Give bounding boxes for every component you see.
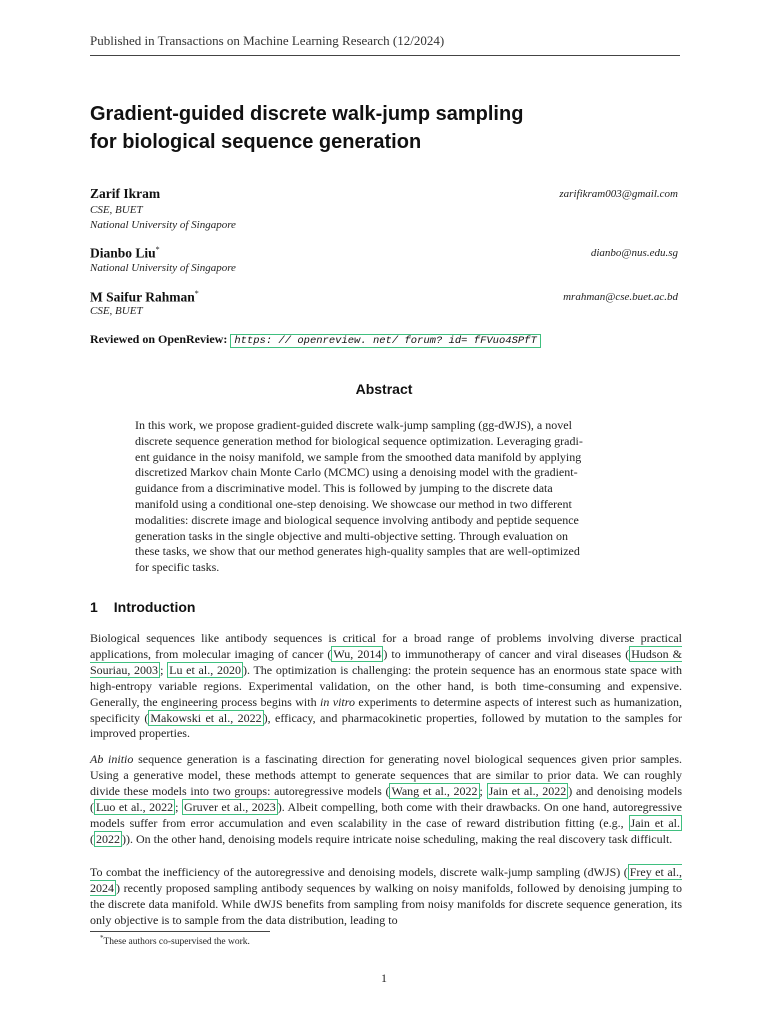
citation-link[interactable]: Hudson & Souriau, 2003 xyxy=(90,646,683,677)
citation-link[interactable]: Jain et al., 2022 xyxy=(488,783,567,798)
journal-header: Published in Transactions on Machine Learning Research (12/2024) xyxy=(90,33,445,48)
footnote-rule xyxy=(90,931,270,932)
citation-link[interactable]: Wang et al., 2022 xyxy=(391,783,478,798)
citation-link[interactable]: Gruver et al., 2023 xyxy=(183,799,276,814)
header-rule xyxy=(90,55,680,56)
citation-link[interactable]: 2022 xyxy=(96,831,120,846)
paper-title xyxy=(90,100,690,156)
section-number: 1 xyxy=(90,599,98,615)
title-line-2: for biological sequence generation xyxy=(90,131,422,153)
author-affiliation: CSE, BUET xyxy=(90,305,143,317)
citation-link[interactable]: Lu et al., 2020 xyxy=(169,662,241,677)
section-heading xyxy=(90,599,195,615)
citation-link[interactable]: Frey et al., 2024 xyxy=(90,865,682,895)
review-line xyxy=(90,332,541,347)
abstract-heading: Abstract xyxy=(355,381,413,397)
citation-link[interactable]: Luo et al., 2022 xyxy=(96,799,174,814)
author-affiliation: National University of Singapore xyxy=(90,262,236,274)
section-title: Introduction xyxy=(113,599,196,615)
author-name: Zarif Ikram xyxy=(90,186,161,201)
author-email[interactable]: dianbo@nus.edu.sg xyxy=(590,247,678,259)
paragraph: Ab initio sequence generation is a fascinating direction for generating novel biological sequences given prior samples. Using a generative model, these methods attempt to generate sequences that are similar to prior data. We can roughly divide these models into two groups: autoregressive models ( Wang et al., 2022 ; Jain et al., 2022 ) and denoising models ( Luo et al., 2022 ; Gruver et al., 2023 ). Albeit compelling, both come with their drawbacks. On one hand, autoregressive models suffer from error accumulation and even scalability in the case of reward distribution fitting (e.g., Jain et al. ( 2022 )). On the other hand, denoising models require intricate noise scheduling, making the real discovery task difficult. xyxy=(90,752,682,846)
author-mark: * xyxy=(194,289,199,298)
author-affiliation: CSE, BUET xyxy=(90,204,143,216)
author-affiliation: National University of Singapore xyxy=(90,219,236,231)
openreview-link[interactable]: https: // openreview. net/ forum? id= fFVuo4SPfT xyxy=(230,334,540,348)
title-line-1: Gradient-guided discrete walk-jump sampling xyxy=(90,103,524,125)
author-name: M Saifur Rahman* xyxy=(90,289,199,305)
review-label: Reviewed on OpenReview: xyxy=(90,332,228,346)
citation-link[interactable]: Wu, 2014 xyxy=(333,646,382,661)
abstract-body: In this work, we propose gradient-guided discrete walk-jump sampling (gg-dWJS), a novel discrete sequence generation method for biological sequence optimization. Leveraging gradi- ent guidance in the noisy manifold, we sample from the smoothed data manifold by applying discretized Markov chain Monte Carlo (MCMC) using a denoising model with the gradient- guidance from a discriminative model. This is followed by jumping to the discrete data manifold using a conditional one-step denoising. We showcase our method in two different modalities: discrete image and biological sequence involving antibody and peptide sequence generation tasks in the single objective and multi-objective setting. Through evaluation on these tasks, we show that our method generates high-quality samples that are well-optimized for specific tasks. xyxy=(135,418,583,575)
author-mark: * xyxy=(155,245,160,254)
paragraph: To combat the inefficiency of the autoregressive and denoising models, discrete walk-jump sampling (dWJS) ( Frey et al., 2024 ) recently proposed sampling antibody sequences by walking on noisy manifolds, followed by denoising jumping to the discrete data manifold. While dWJS benefits from sampling from noisy manifolds for discrete sequence generation, its only objective is to sample from the data distribution, leading to xyxy=(90,865,682,927)
footnote: *These authors co-supervised the work. xyxy=(100,934,250,948)
citation-link[interactable]: Jain et al. xyxy=(630,815,681,830)
page-number: 1 xyxy=(381,971,387,985)
author-name: Dianbo Liu* xyxy=(90,245,160,261)
author-email[interactable]: mrahman@cse.buet.ac.bd xyxy=(563,291,678,303)
footnote-mark: * xyxy=(100,934,104,942)
paragraph: Biological sequences like antibody sequences is critical for a broad range of problems involving diverse practical applications, from molecular imaging of cancer ( Wu, 2014 ) to immunotherapy of cancer and viral diseases ( Hudson & Souriau, 2003 ; Lu et al., 2020 ). The optimization is challenging: the protein sequence has an enormous state space with high-entropy variable regions. Experimental validation, on the other hand, is both time-consuming and expensive. Generally, the engineering process begins with in vitro experiments to determine aspects of interest such as humanization, specificity ( Makowski et al., 2022 ), efficacy, and pharmacokinetic properties, followed by mutation to the samples for improved properties. xyxy=(90,631,683,741)
citation-link[interactable]: Makowski et al., 2022 xyxy=(150,710,262,725)
author-email[interactable]: zarifikram003@gmail.com xyxy=(559,188,678,200)
